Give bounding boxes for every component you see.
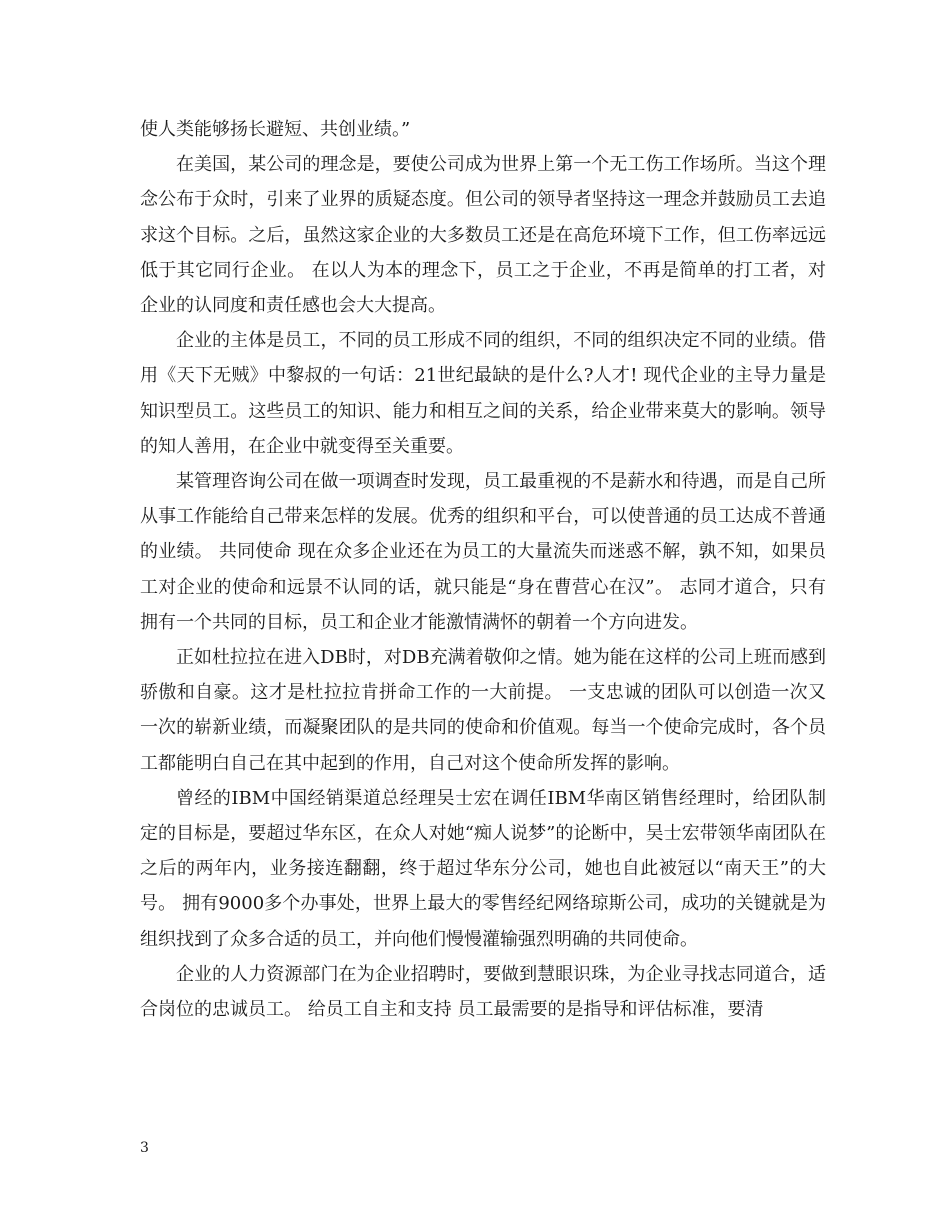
paragraph: 使人类能够扬长避短、共创业绩。” — [140, 119, 411, 140]
paragraph: 正如杜拉拉在进入DB时，对DB充满着敬仰之情。她为能在这样的公司上班而感到骄傲和自豪。这才是杜拉拉肯拼命工作的一大前提。 一支忠诚的团队可以创造一次又一次的崭新业绩，而凝聚团队的是共同的使命和价值观。每当一个使命完成时，各个员工都能明白自己在其中起到的作用，自己对这个使命所发挥的影响。 — [140, 647, 826, 774]
body-text — [140, 112, 826, 1027]
paragraph: 曾经的IBM中国经销渠道总经理吴士宏在调任IBM华南区销售经理时，给团队制定的目标是，要超过华东区，在众人对她“痴人说梦”的论断中，吴士宏带领华南团队在之后的两年内，业务接连翻翻，终于超过华东分公司，她也自此被冠以“南天王”的大号。 拥有9000多个办事处，世界上最大的零售经纪网络琼斯公司，成功的关键就是为组织找到了众多合适的员工，并向他们慢慢灌输强烈明确的共同使命。 — [140, 787, 826, 950]
paragraph: 企业的人力资源部门在为企业招聘时，要做到慧眼识珠，为企业寻找志同道合，适合岗位的忠诚员工。 给员工自主和支持 员工最需要的是指导和评估标准，要清 — [140, 963, 826, 1021]
paragraph: 某管理咨询公司在做一项调查时发现，员工最重视的不是薪水和待遇，而是自己所从事工作能给自己带来怎样的发展。优秀的组织和平台，可以使普通的员工达成不普通的业绩。 共同使命 现在众多企业还在为员工的大量流失而迷惑不解，孰不知，如果员工对企业的使命和远景不认同的话，就只能是“身在曹营心在汉”。 志同才道合，只有拥有一个共同的目标，员工和企业才能激情满怀的朝着一个方向进发。 — [140, 471, 826, 633]
paragraph: 企业的主体是员工，不同的员工形成不同的组织，不同的组织决定不同的业绩。借用《天下无贼》中黎叔的一句话：21世纪最缺的是什么?人才! 现代企业的主导力量是知识型员工。这些员工的知识、能力和相互之间的关系，给企业带来莫大的影响。领导的知人善用，在企业中就变得至关重要。 — [140, 330, 826, 457]
page-number: 3 — [140, 1140, 149, 1156]
paragraph: 在美国，某公司的理念是，要使公司成为世界上第一个无工伤工作场所。当这个理念公布于众时，引来了业界的质疑态度。但公司的领导者坚持这一理念并鼓励员工去追求这个目标。之后，虽然这家企业的大多数员工还是在高危环境下工作，但工伤率远远低于其它同行企业。 在以人为本的理念下，员工之于企业，不再是简单的打工者，对企业的认同度和责任感也会大大提高。 — [140, 154, 826, 317]
